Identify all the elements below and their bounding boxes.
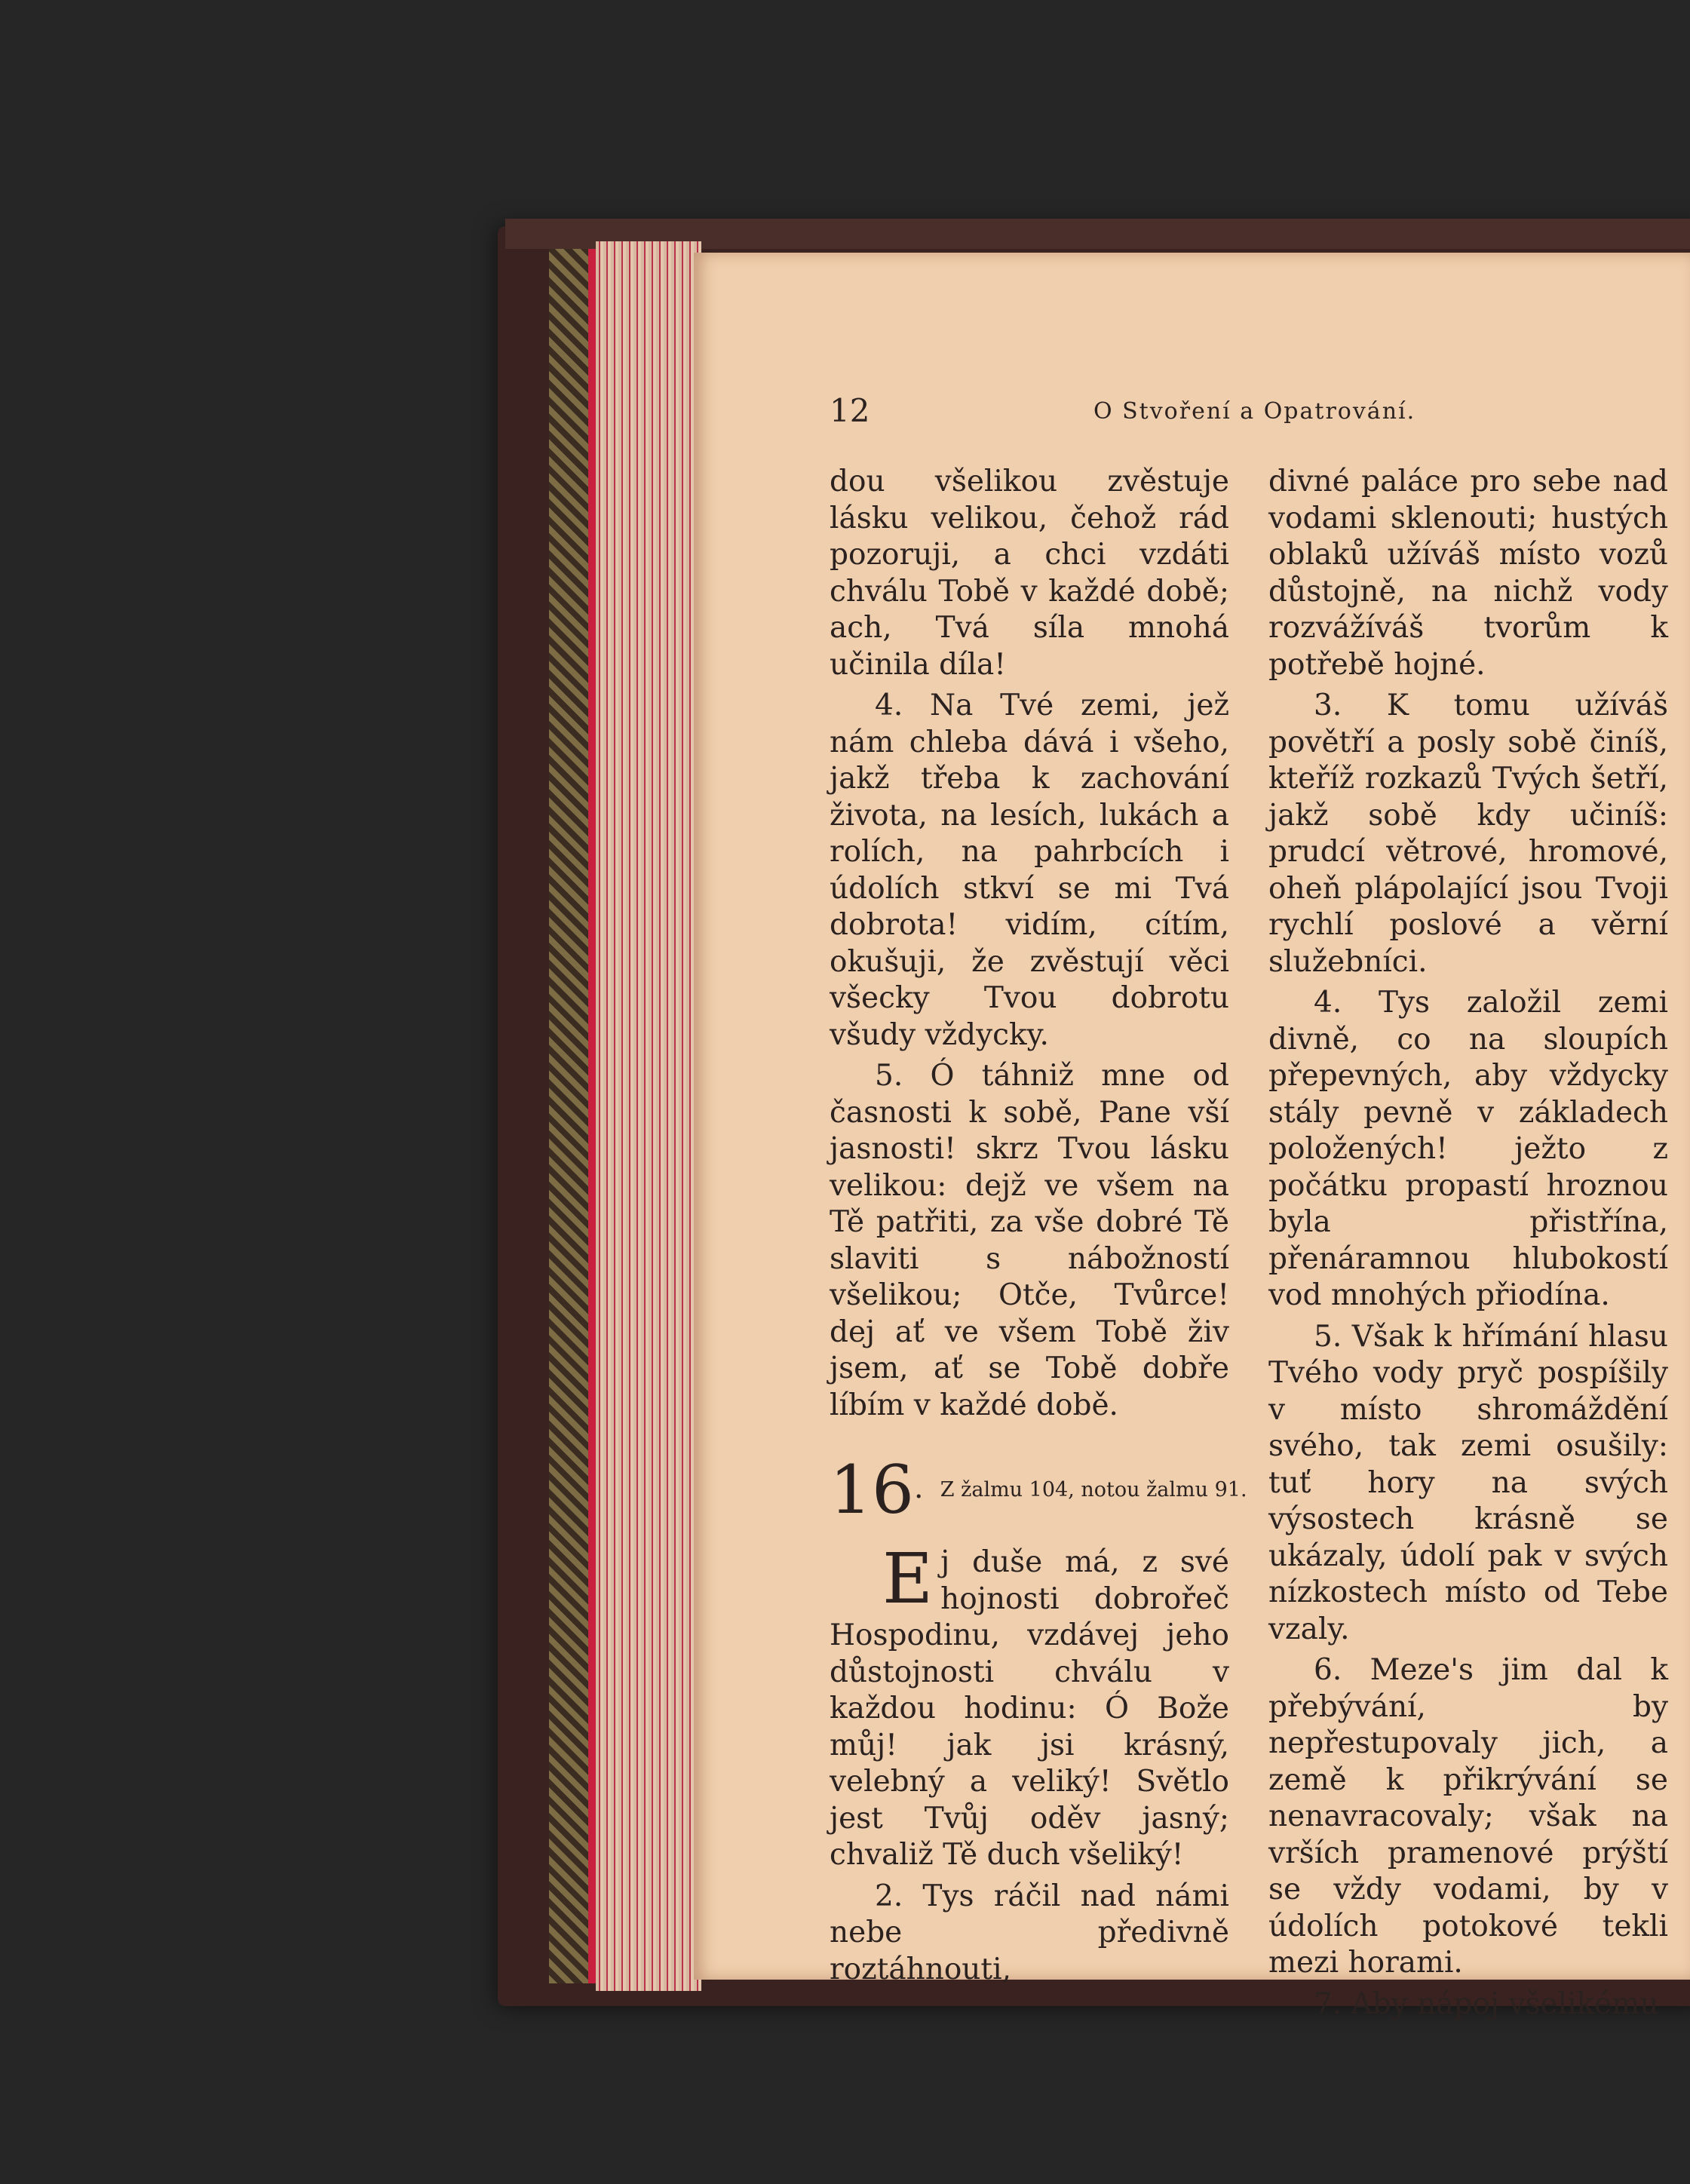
page-stack-edge bbox=[596, 241, 701, 1991]
hymn-first-verse bbox=[830, 1538, 1229, 1874]
right-paragraph-continuation: divné paláce pro sebe nad vodami sklenouti; hustých oblaků užíváš místo vozů důstojně, na nichž vody rozvážíváš tvorům k potřebě hojné. bbox=[1268, 465, 1668, 682]
left-column bbox=[830, 464, 1247, 1992]
page-number: 12 bbox=[830, 392, 870, 429]
right-paragraph-verse-5: 5. Však k hřímání hlasu Tvého vody pryč pospíšily v místo shromáždění svého, tak zemi osušily: tuť hory na svých výsostech krásně se ukázaly, údolí pak v svých nízkostech místo od Tebe vzaly. bbox=[1268, 1319, 1668, 1646]
page-title: O Stvoření a Opatrování. bbox=[1093, 398, 1416, 425]
endpaper-pattern bbox=[549, 249, 594, 1983]
right-paragraph-verse-3: 3. K tomu užíváš povětří a posly sobě činíš, kteříž rozkazů Tvých šetří, jakž sobě kdy učiníš: prudcí větrové, hromové, oheň plápolající jsou Tvoji rychlí poslové a věrní služebníci. bbox=[1268, 689, 1668, 979]
hymn-heading: 16. Z žalmu 104, notou žalmu 91. bbox=[830, 1451, 1247, 1529]
right-paragraph-verse-6: 6. Meze's jim dal k přebývání, by nepřestupovaly jich, a země k přikrývání se nenavracovaly; však na vrších pramenové prýští se vždy vodami, by v údolích potokové tekli mezi horami. bbox=[1268, 1653, 1668, 1980]
right-column bbox=[1268, 464, 1668, 2027]
drop-cap: E bbox=[882, 1538, 934, 1619]
running-head bbox=[830, 392, 1674, 437]
left-paragraph-continuation: dou všelikou zvěstuje lásku velikou, čehož rád pozoruji, a chci vzdáti chválu Tobě v každé době; ach, Tvá síla mnohá učinila díla! bbox=[830, 465, 1229, 682]
right-paragraph-verse-4: 4. Tys založil zemi divně, co na sloupích přepevných, aby vždycky stály pevně v základech položených! ježto z počátku propastí hroznou byla přistřína, přenáramnou hlubokostí vod mnohých přiodína. bbox=[1268, 986, 1668, 1312]
hymn-first-verse-text: j duše má, z své hojnosti dobrořeč Hospodinu, vzdávej jeho důstojnosti chválu v každou hodinu: Ó Bože můj! jak jsi krásný, velebný a veliký! Světlo jest Tvůj oděv jasný; chvaliž Tě duch všeliký! bbox=[830, 1545, 1229, 1872]
hymn-verse-2: 2. Tys ráčil nad námi nebe předivně roztáhnouti, bbox=[830, 1879, 1229, 1986]
right-paragraph-verse-7: 7. Aby nápoj všelikému bbox=[1314, 1986, 1659, 2021]
hymn-source: Z žalmu 104, notou žalmu 91. bbox=[940, 1477, 1247, 1502]
hymn-number: 16 bbox=[830, 1451, 914, 1529]
left-paragraph-verse-5: 5. Ó táhniž mne od časnosti k sobě, Pane vší jasnosti! skrz Tvou lásku velikou: dejž ve všem na Tě patřiti, za vše dobré Tě slaviti s nábožností všelikou; Otče, Tvůrce! dej ať ve všem Tobě živ jsem, ať se Tobě dobře líbím v každé době. bbox=[830, 1059, 1229, 1422]
left-paragraph-verse-4: 4. Na Tvé zemi, jež nám chleba dává i všeho, jakž třeba k zachování života, na lesích, lukách a rolích, na pahrbcích i údolích stkví se mi Tvá dobrota! vidím, cítím, okušuji, že zvěstují věci všecky Tvou dobrotu všudy vždycky. bbox=[830, 689, 1229, 1052]
